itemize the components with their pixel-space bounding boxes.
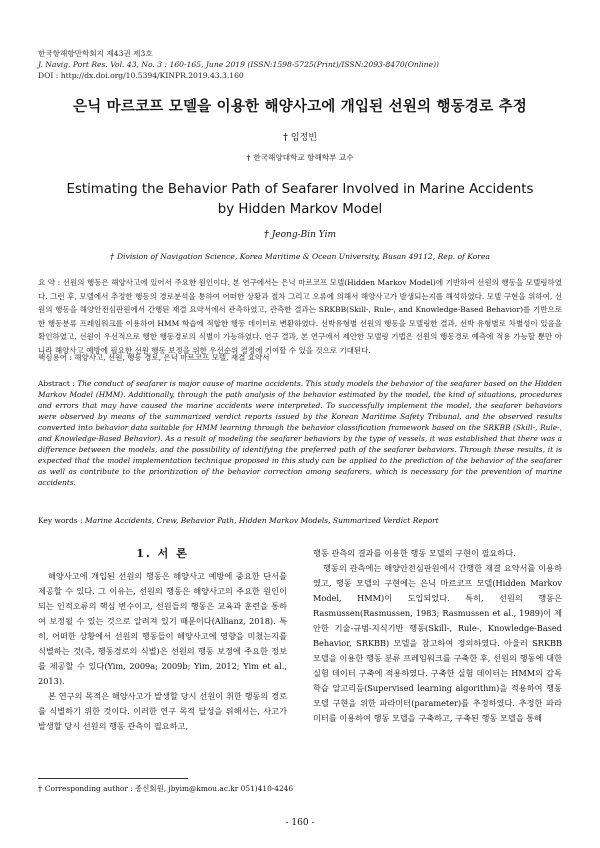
affil-text-en: Division of Navigation Science, Korea Maritime & Ocean University, Busan 49112, Rep. of Korea <box>117 252 490 261</box>
dagger-icon: † <box>246 153 251 162</box>
keywords-korean <box>38 352 562 363</box>
body-column-right <box>313 546 562 726</box>
author-name-en: Jeong-Bin Yim <box>271 230 336 240</box>
keywords-en-text: Marine Accidents, Crew, Behavior Path, Hidden Markov Models, Summarized Verdict Report <box>84 516 439 525</box>
section-heading-introduction: 1. 서 론 <box>136 547 189 560</box>
abstract-korean <box>38 276 562 357</box>
affiliation-english <box>0 252 600 261</box>
dagger-icon: † <box>263 230 269 240</box>
abstract-ko-text: 선원의 행동은 해양사고에 있어서 주요한 원인이다. 본 연구에서는 은닉 마르코프 모델(Hidden Markov Model)에 기반하여 선원의 행동을 모델링하였다. 그런 후, 모델에서 추정한 행동의 경로분석을 통하여 어떠한 상황과 절차 그리고 오류에 의해서 해양사고가 발생되는지를 해석하였다. 모델 구현을 위하여, 선원의 행동을 해양안전심판원에서 간행된 재결 요약서에서 관측하였고, 관측한 결과는 SRKBB(Skill-, Rule-, and Knowledge-Based Behavior)를 기반으로 한 행동분류 프레임워크를 이용하여 HMM 학습에 적합한 행동 데이터로 변환하였다. 선박유형별 선원의 행동을 모델링한 결과, 선박 유형별로 차별성이 있음을 확인하였고, 선원이 우선적으로 행한 행동경로의 식별이 가능하였다. 연구 결과, 본 연구에서 제안한 모델링 기법은 선원의 행동경로 예측에 적용 가능할 뿐만 아니라 해양사고 예방에 필요한 선원 행동 보정을 위한 우선순위 결정에 기여할 수 있을 것으로 기대된다. <box>38 278 562 355</box>
footnote-divider <box>38 778 188 779</box>
abstract-en-text: The conduct of seafarer is major cause of marine accidents. This study models the behavior of the seafarer based on the Hidden Markov Model (HMM). Additionally, through the path analysis of the behavior estimated by the model, the kind of situations, procedures and errors that may have caused the marine accidents were interpreted. To successfully implement the model, the seafarer behaviors were observed by means of the summarized verdict reports issued by the Korean Maritime Safety Tribunal, and the observed results converted into behavior data suitable for HMM learning through the behavior classification framework based on the SRKBB (Skill-, Rule-, and Knowledge-Based Behavior). As a result of modeling the seafarer behaviors by the type of vessels, it was established that there was a difference between the models, and the possibility of identifying the preferred path of the seafarer behaviors. Through these results, it is expected that the model implementation technique proposed in this study can be applied to the prediction of the behavior of the seafarer as well as contribute to the prioritization of the behavior correction among seafarers, which is necessary for the prevention of marine accidents. <box>38 379 562 487</box>
dagger-icon: † <box>283 133 288 143</box>
dagger-icon: † <box>110 252 115 261</box>
abstract-en-label: Abstract : <box>38 379 75 388</box>
journal-name-ko: 한국항해항만학회지 제43권 제3호 <box>38 49 153 58</box>
journal-header <box>38 48 439 81</box>
intro-paragraph-2-cont: 행동 관측의 결과를 이용한 행동 모델의 구현이 필요하다. <box>313 548 516 558</box>
keywords-en-label: Key words : <box>38 516 83 525</box>
intro-paragraph-1: 해양사고에 개입된 선원의 행동은 해양사고 예방에 중요한 단서를 제공할 수 있다. 그 이유는, 선원의 행동은 해양사고의 주요한 원인이 되는 인적오류의 핵심 변수이고, 선원들의 행동은 교육과 훈련을 통하여 보정될 수 있는 것으로 알려져 있기 때문이다(Allianz, 2018). 특히, 어떠한 상황에서 선원의 행동들이 해양사고에 영향을 미쳤는지를 식별하는 것(즉, 행동경로의 식별)은 선원의 행동 보정에 주요한 정보를 제공할 수 있다(Yim, 2009a; 2009b; Yim, 2012; Yim et al., 2013). <box>38 571 287 686</box>
affiliation-korean <box>0 152 600 163</box>
dagger-icon: † <box>38 784 42 793</box>
doi-link[interactable]: DOI : http://dx.doi.org/10.5394/KINPR.2019.43.3.160 <box>38 71 244 80</box>
author-korean <box>0 130 600 143</box>
affil-text-ko: 한국해양대학교 항해학부 교수 <box>253 153 354 162</box>
body-column-left <box>38 546 287 734</box>
abstract-ko-label: 요 약 : <box>38 278 61 287</box>
title-english: Estimating the Behavior Path of Seafarer Involved in Marine Accidents by Hidden Markov Model <box>66 182 534 217</box>
author-english <box>0 230 600 240</box>
journal-citation: J. Navig. Port Res. Vol. 43, No. 3 : 160-165, June 2019 (ISSN:1598-5725(Print)/ISSN:2093-8470(Online)) <box>38 60 439 69</box>
author-name-ko: 임정빈 <box>290 133 317 143</box>
title-korean: 은닉 마르코프 모델을 이용한 해양사고에 개입된 선원의 행동경로 추정 <box>73 98 527 115</box>
footnote <box>38 783 293 794</box>
footnote-text: Corresponding author : 종신회원, jbyim@kmou.ac.kr 051)410-4246 <box>44 784 294 793</box>
keywords-english <box>38 516 562 525</box>
intro-paragraph-3: 행동의 관측에는 해양안전심판원에서 간행한 재결 요약서를 이용하였고, 행동 모델의 구현에는 은닉 마르코프 모델(Hidden Markov Model, HMM)이 도입되었다. 특히, 선원의 행동은 Rasmussen(Rasmussen, 1983; Rasmussen et al., 1989)이 제안한 기술-규범-지식기반 행동(Skill-, Rule-, Knowledge-Based Behavior, SRKBB) 모델을 참고하여 정의하였다. 아울러 SRKBB 모델을 이용한 행동 분류 프레임워크를 구축한 후, 선원의 행동에 대한 실험 데이터 구축에 적용하였다. 구축한 실험 데이터는 HMM의 감독 학습 알고리듬(Supervised learning algorithm)을 적용하여 행동 모델 구현을 위한 파라미터(parameter)를 추정하였다. 추정한 파라미터를 이용하여 행동 모델을 구축하고, 구축된 행동 모델을 통해 <box>313 563 562 723</box>
keywords-ko-label: 핵심용어 : <box>38 353 72 362</box>
abstract-english <box>38 378 562 488</box>
page-number: - 160 - <box>285 818 315 828</box>
intro-paragraph-2: 본 연구의 목적은 해양사고가 발생할 당시 선원이 취한 행동의 경로를 식별하기 위한 것이다. 이러한 연구 목적 달성을 위해서는, 사고가 발생할 당시 선원의 행동 관측이 필요하고, <box>38 691 287 731</box>
keywords-ko-text: 해양사고, 선원, 행동 경로, 은닉 마르코프 모델, 재결 요약서 <box>74 353 270 362</box>
